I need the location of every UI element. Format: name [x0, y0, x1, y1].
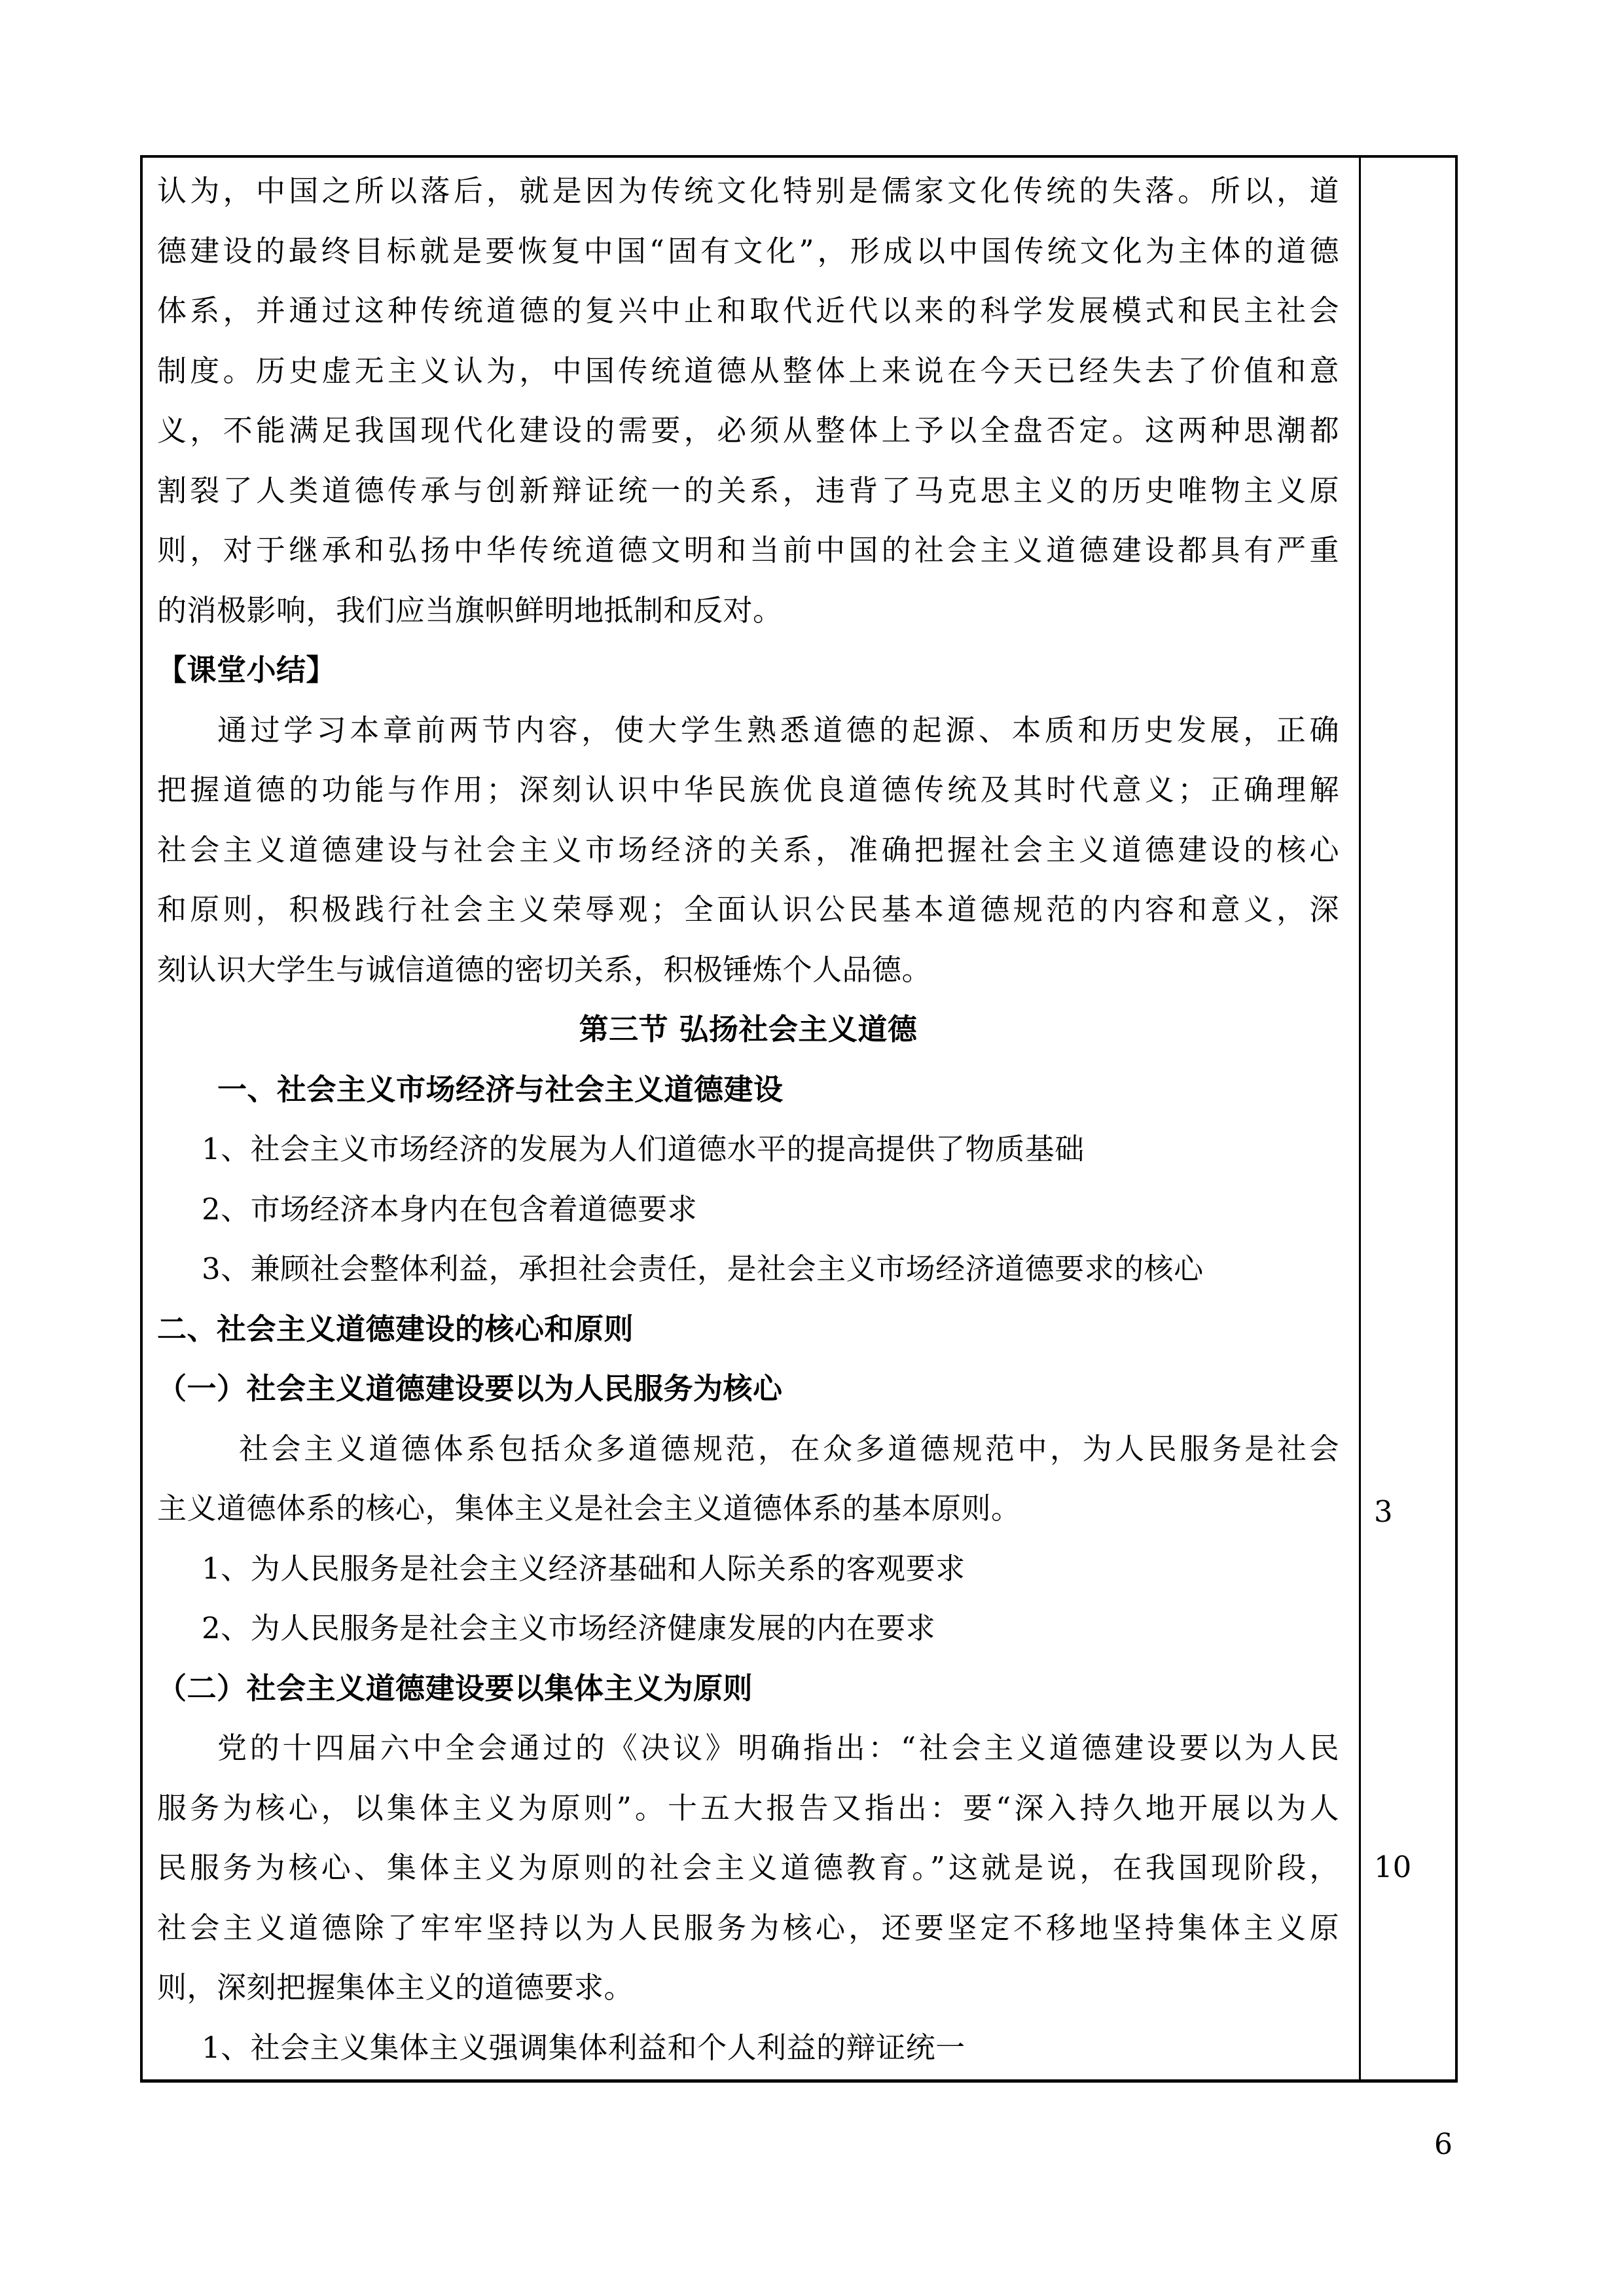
text-line: 把握道德的功能与作用；深刻认识中华民族优良道德传统及其时代意义；正确理解 — [157, 772, 1339, 807]
text-line: 服务为核心，以集体主义为原则”。十五大报告又指出：要“深入持久地开展以为人 — [157, 1790, 1339, 1825]
text-line: 2、为人民服务是社会主义市场经济健康发展的内在要求 — [202, 1611, 936, 1645]
text-line: （二）社会主义道德建设要以集体主义为原则 — [157, 1670, 753, 1706]
text-line: 1、社会主义市场经济的发展为人们道德水平的提高提供了物质基础 — [202, 1132, 1085, 1166]
document-lines — [157, 161, 1339, 2077]
text-line: 认为，中国之所以落后，就是因为传统文化特别是儒家文化传统的失落。所以，道 — [157, 173, 1339, 208]
text-line: 则，对于继承和弘扬中华传统道德文明和当前中国的社会主义道德建设都具有严重 — [157, 533, 1339, 567]
text-line: 义，不能满足我国现代化建设的需要，必须从整体上予以全盘否定。这两种思潮都 — [157, 413, 1339, 448]
text-line: 德建设的最终目标就是要恢复中国“固有文化”，形成以中国传统文化为主体的道德 — [157, 233, 1339, 268]
text-line: 社会主义道德除了牢牢坚持以为人民服务为核心，还要坚定不移地坚持集体主义原 — [157, 1910, 1339, 1945]
margin-column — [1361, 158, 1455, 2079]
text-line: 的消极影响，我们应当旗帜鲜明地抵制和反对。 — [157, 592, 783, 628]
text-line: 民服务为核心、集体主义为原则的社会主义道德教育。”这就是说，在我国现阶段， — [157, 1850, 1339, 1885]
content-cell — [143, 158, 1361, 2079]
text-line: 一、社会主义市场经济与社会主义道德建设 — [217, 1071, 784, 1107]
text-line: 制度。历史虚无主义认为，中国传统道德从整体上来说在今天已经失去了价值和意 — [157, 353, 1339, 388]
text-line: 1、为人民服务是社会主义经济基础和人际关系的客观要求 — [202, 1551, 965, 1586]
text-line: 社会主义道德建设与社会主义市场经济的关系，准确把握社会主义道德建设的核心 — [157, 832, 1339, 867]
text-line: 3、兼顾社会整体利益，承担社会责任，是社会主义市场经济道德要求的核心 — [202, 1251, 1204, 1286]
text-line: 刻认识大学生与诚信道德的密切关系，积极锤炼个人品德。 — [157, 952, 932, 987]
margin-note: 3 — [1374, 1494, 1393, 1529]
text-line: 1、社会主义集体主义强调集体利益和个人利益的辩证统一 — [202, 2030, 965, 2065]
text-line: 和原则，积极践行社会主义荣辱观；全面认识公民基本道德规范的内容和意义，深 — [157, 892, 1339, 927]
text-line: 主义道德体系的核心，集体主义是社会主义道德体系的基本原则。 — [157, 1491, 1021, 1526]
text-line: 通过学习本章前两节内容，使大学生熟悉道德的起源、本质和历史发展，正确 — [217, 712, 1339, 747]
text-line: 第三节 弘扬社会主义道德 — [579, 1012, 918, 1047]
text-line: 社会主义道德体系包括众多道德规范，在众多道德规范中，为人民服务是社会 — [239, 1431, 1339, 1466]
text-line: 则，深刻把握集体主义的道德要求。 — [157, 1970, 634, 2005]
text-line: 2、市场经济本身内在包含着道德要求 — [202, 1191, 698, 1227]
lesson-plan-table — [140, 155, 1458, 2083]
text-line: （一）社会主义道德建设要以为人民服务为核心 — [157, 1371, 783, 1406]
text-line: 体系，并通过这种传统道德的复兴中止和取代近代以来的科学发展模式和民主社会 — [157, 293, 1339, 328]
text-line: 割裂了人类道德传承与创新辩证统一的关系，违背了马克思主义的历史唯物主义原 — [157, 473, 1339, 508]
text-line: 二、社会主义道德建设的核心和原则 — [157, 1311, 634, 1346]
margin-note: 10 — [1374, 1850, 1412, 1884]
page-number: 6 — [1434, 2128, 1453, 2161]
text-line: 【课堂小结】 — [157, 653, 336, 687]
text-line: 党的十四届六中全会通过的《决议》明确指出：“社会主义道德建设要以为人民 — [217, 1731, 1339, 1765]
